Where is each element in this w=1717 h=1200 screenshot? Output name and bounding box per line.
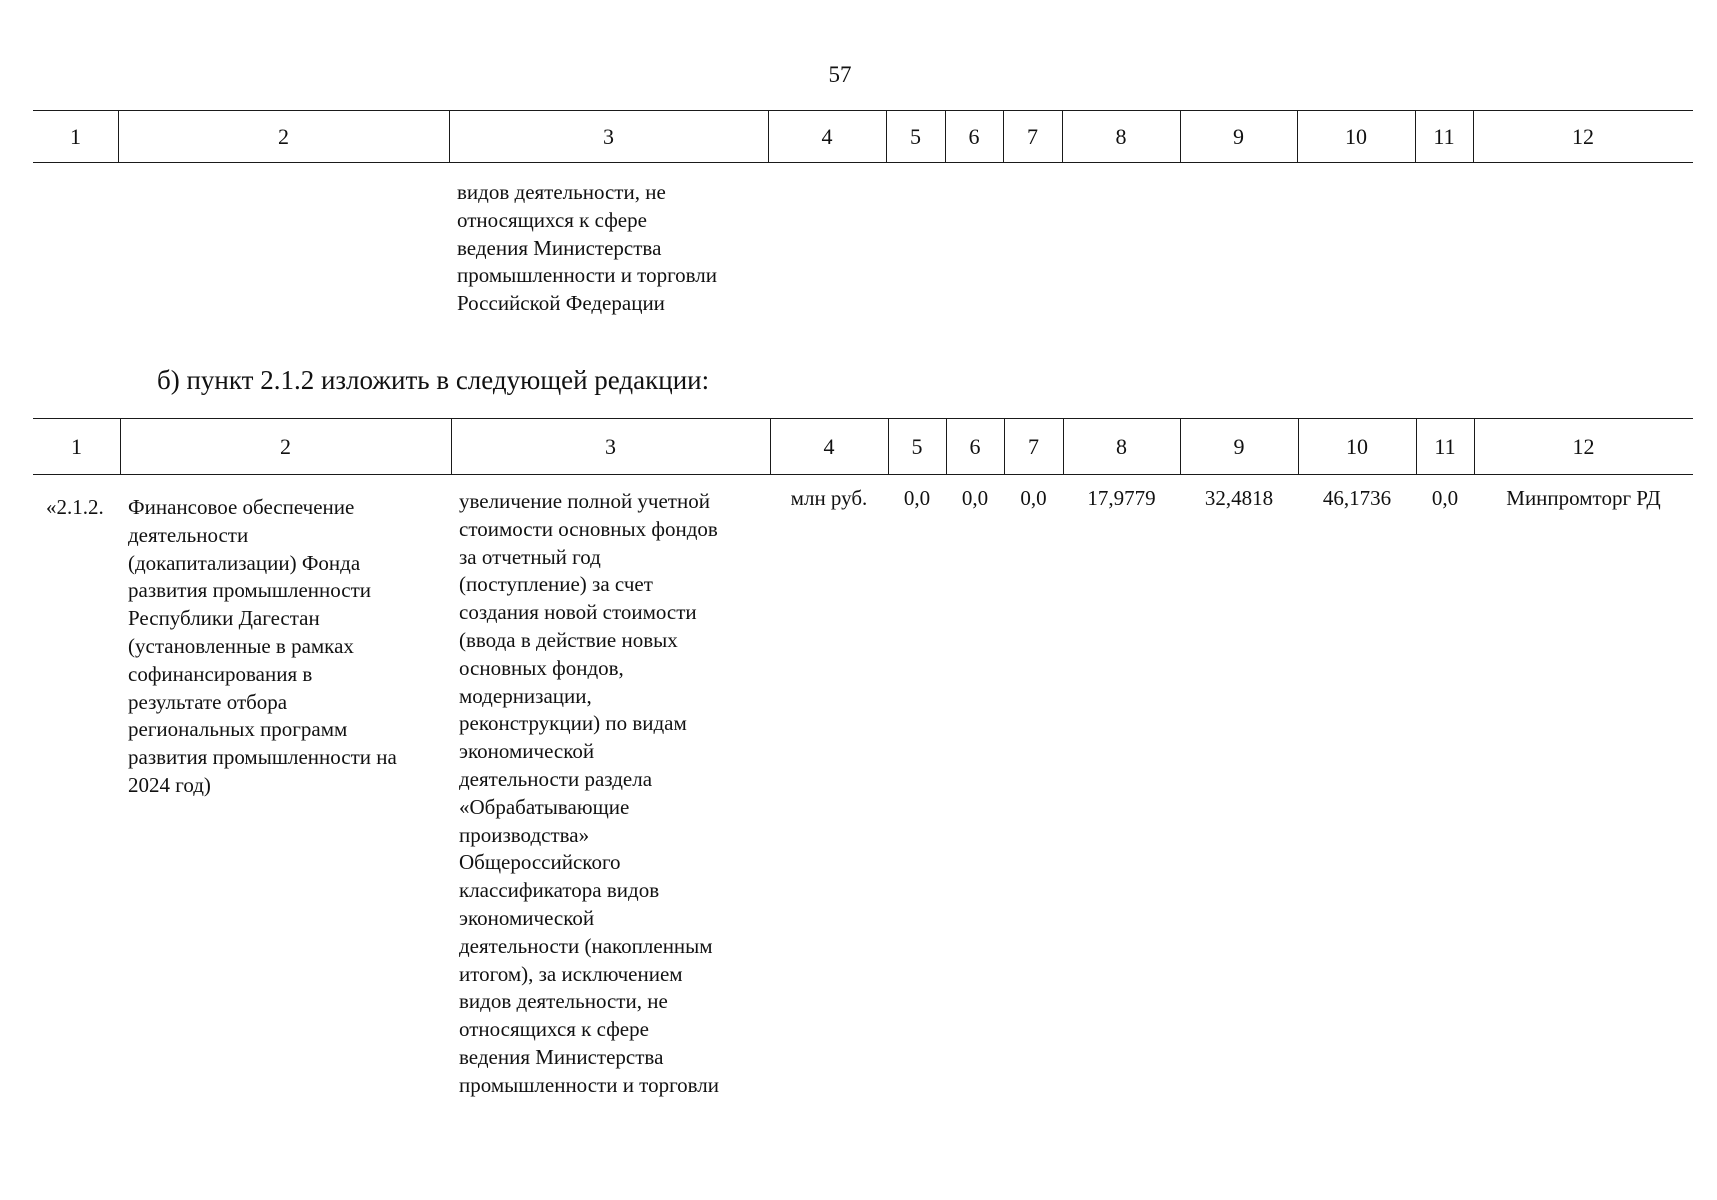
table1-header-col-2: 2 [278, 124, 289, 149]
row-event-name: Финансовое обеспечение деятельности (докапитализации) Фонда развития промышленности Республики Дагестан (установленные в рамках софинансирования в результате отбора региональных программ развития промышленности на 2024 год) [128, 495, 397, 797]
table1-header-col-11: 11 [1433, 124, 1455, 149]
row-value-col7: 0,0 [1020, 486, 1047, 510]
table2-top-border [33, 418, 1693, 419]
table2-header-col-7: 7 [1028, 434, 1039, 459]
table2-header-col-8: 8 [1116, 434, 1127, 459]
table2-header-col-2: 2 [280, 434, 291, 459]
table2-header-col-5: 5 [911, 434, 923, 459]
table1-header-col-4: 4 [821, 124, 833, 149]
page-number: 57 [828, 62, 852, 87]
row-unit: млн руб. [790, 486, 868, 510]
row-value-col8: 17,9779 [1087, 486, 1156, 510]
table2-header-bottom-border [33, 474, 1693, 475]
table2-header-col-9: 9 [1233, 434, 1245, 459]
table1-header-col-5: 5 [910, 124, 921, 149]
table1-header-col-1: 1 [70, 124, 81, 149]
row-indicator-text: увеличение полной учетной стоимости основных фондов за отчетный год (поступление) за счет создания новой стоимости (ввода в действие новых основных фондов, модернизации, реконструкции) по видам экономической деятельности раздела «Обрабатывающие производства» Общероссийского классификатора видов экономической деятельности (накопленным итогом), за исключением видов деятельности, не относящихся к сфере ведения Министерства промышленности и торговли [459, 489, 720, 1097]
table1-header-bottom-border [33, 162, 1693, 163]
table2-header-col-1: 1 [71, 434, 82, 459]
table2-header-col-4: 4 [823, 434, 835, 459]
table1-header-col-8: 8 [1115, 124, 1127, 149]
table1-header-col-10: 10 [1345, 124, 1367, 149]
row-value-col5: 0,0 [903, 486, 931, 510]
table2-header-col-6: 6 [969, 434, 981, 459]
table1-header-col-9: 9 [1233, 124, 1244, 149]
table2-header-col-11: 11 [1434, 434, 1456, 459]
instruction-text: б) пункт 2.1.2 изложить в следующей редакции: [157, 365, 710, 395]
table1-header-col-12: 12 [1572, 124, 1594, 149]
row-value-col6: 0,0 [961, 486, 989, 510]
row-number: «2.1.2. [46, 495, 104, 519]
table2-header-col-10: 10 [1346, 434, 1368, 459]
table2-header-col-3: 3 [605, 434, 616, 459]
table2-header-col-12: 12 [1572, 434, 1595, 459]
table1-header-col-7: 7 [1027, 124, 1038, 149]
continuation-col3-text: видов деятельности, не относящихся к сфере ведения Министерства промышленности и торговли Российской Федерации [457, 180, 718, 316]
table1-top-border [33, 110, 1693, 111]
row-value-col9: 32,4818 [1204, 486, 1274, 510]
table1-header-col-6: 6 [968, 124, 980, 149]
row-value-col11: 0,0 [1431, 486, 1459, 510]
row-value-col10: 46,1736 [1322, 486, 1392, 510]
table1-header-col-3: 3 [603, 124, 614, 149]
row-responsible: Минпромторг РД [1506, 486, 1661, 510]
